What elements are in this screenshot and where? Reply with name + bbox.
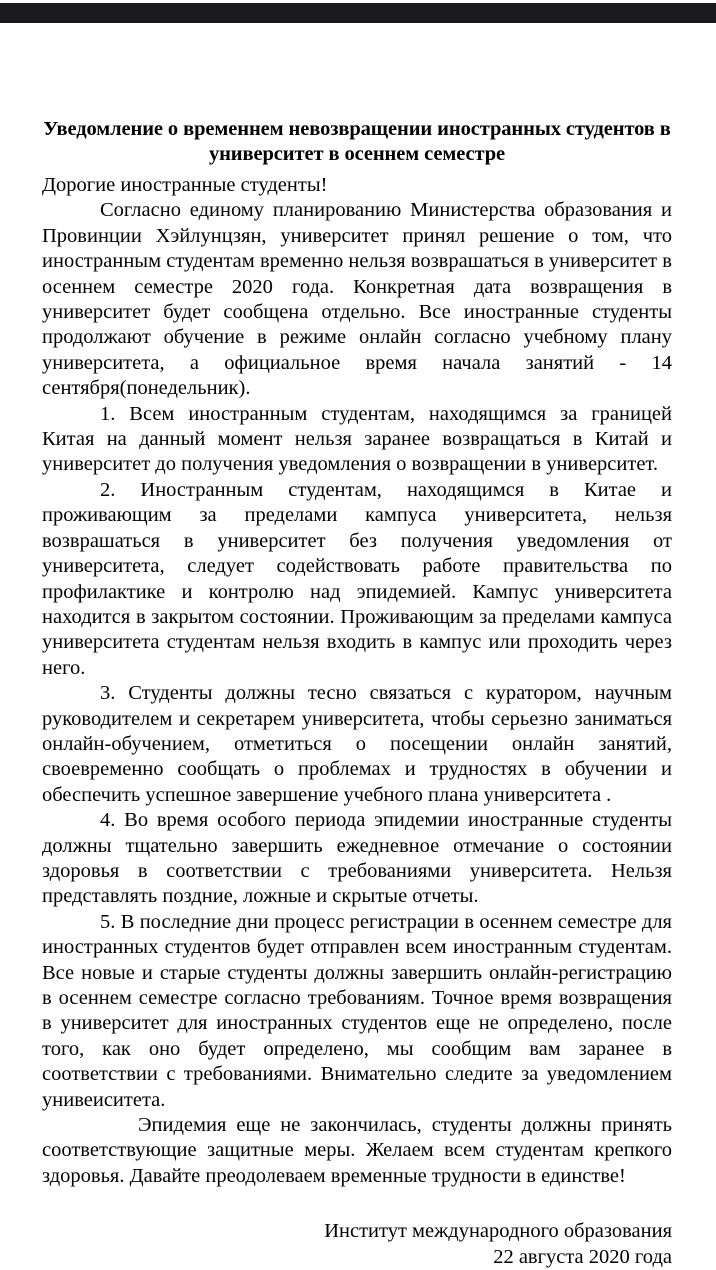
document-title: Уведомление о временнем невозвращении иностранных студентов в университет в осеннем семестре xyxy=(43,118,671,165)
paragraph-item-3: 3. Студенты должны тесно связаться с куратором, научным руководителем и секретарем университета, чтобы серьезно заниматься онлайн-обучением, отметиться о посещении онлайн занятий, своевременно сообщать о проблемах и трудностях в обучении и обеспечить успешное завершение учебного плана университета . xyxy=(42,682,672,806)
salutation-line: Дорогие иностранные студенты! xyxy=(42,174,328,196)
scan-top-bar xyxy=(0,3,716,23)
paragraph-item-2: 2. Иностранным студентам, находящимся в Китае и проживающим за пределами кампуса университета, нельзя возврашаться в университет без получения уведомления от университета, следует содействовать работе правительства по профилактике и контролю над эпидемией. Кампус университета находится в закрытом состоянии. Проживающим за пределами кампуса университета студентам нельзя входить в кампус или проходить через него. xyxy=(42,478,672,679)
paragraph-closing: Эпидемия еще не закончилась, студенты должны принять соответствующие защитные меры. Желаем всем студентам крепкого здоровья. Давайте преодолеваем временные трудности в единстве! xyxy=(42,1114,672,1187)
document-page xyxy=(0,23,716,1268)
paragraph-item-4: 4. Во время особого периода эпидемии иностранные студенты должны тщательно завершить ежедневное отмечание о состоянии здоровья в соответствии с требованиями университета. Нельзя представлять поздние, ложные и скрытые отчеты. xyxy=(42,809,672,908)
paragraph-item-1: 1. Всем иностранным студентам, находящимся за границей Китая на данный момент нельзя заранее возвращаться в Китай и университет до получения уведомления о возвращении в университет. xyxy=(42,402,672,476)
paragraph-item-5: 5. В последние дни процесс регистрации в осеннем семестре для иностранных студентов будет отправлен всем иностранным студентам. Все новые и старые студенты должны завершить онлайн-регистрацию в осеннем семестре согласно требованиям. Точное время возвращения в университет для иностранных студентов еще не определено, после того, как оно будет определено, мы сообщим вам заранее в соответствии с требованиями. Внимательно следите за уведомлением унивеиситета. xyxy=(42,910,672,1111)
signature-date: 22 августа 2020 года xyxy=(493,1245,672,1268)
paragraph-intro: Согласно единому планированию Министерства образования и Провинции Хэйлунцзян, университет принял решение о том, что иностранным студентам временно нельзя возврашаться в университет в осеннем семестре 2020 года. Конкретная дата возвращения в университет будет сообщена отдельно. Все иностранные студенты продолжают обучение в режиме онлайн согласно учебному плану университета, а официальное время начала занятий - 14 сентября(понедельник). xyxy=(42,199,672,400)
signature-organization: Институт международного образования xyxy=(324,1220,672,1243)
signature-block xyxy=(42,1189,672,1270)
